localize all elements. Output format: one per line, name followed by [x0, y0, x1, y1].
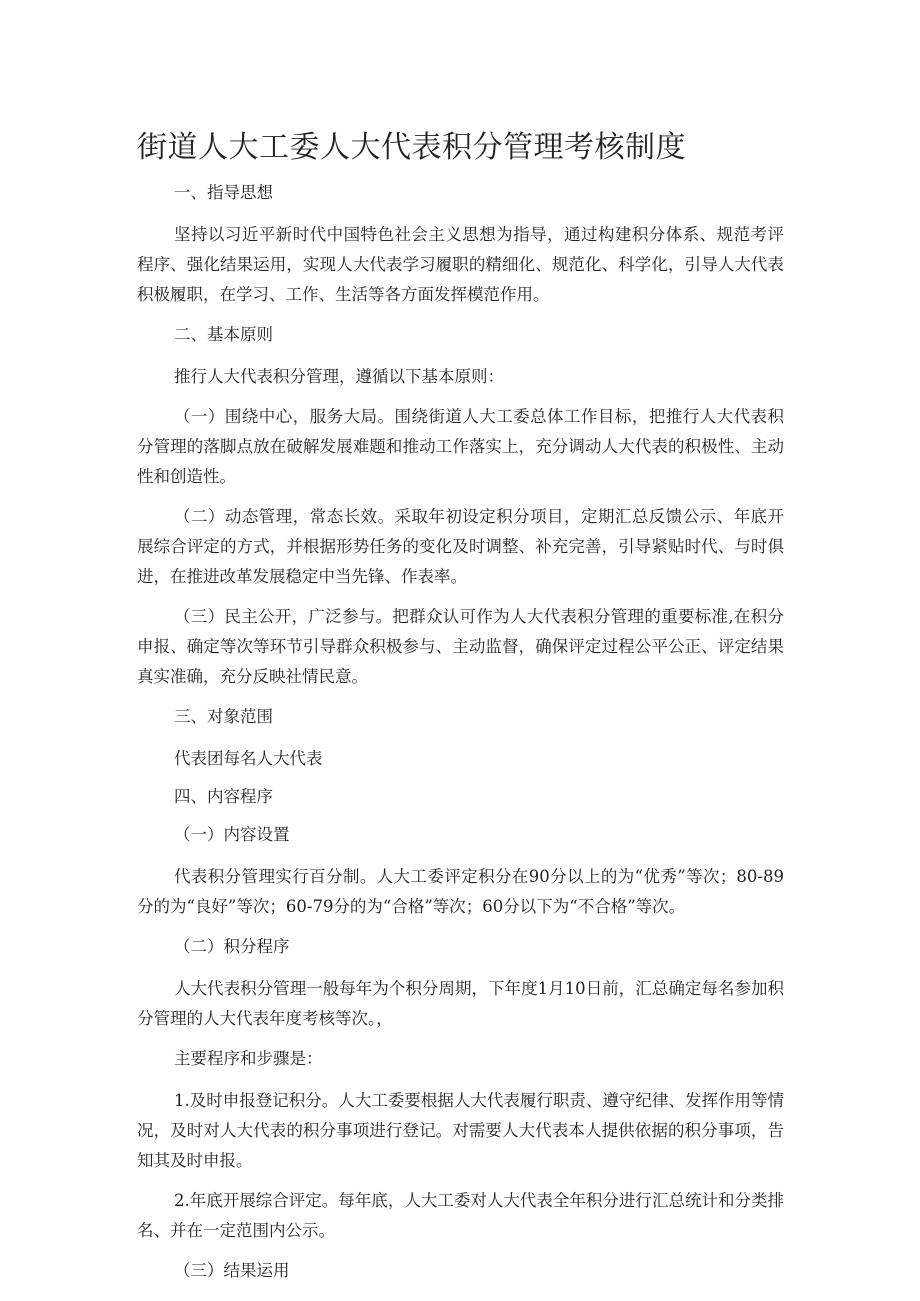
subheading-scoring-procedure: （二）积分程序 [174, 937, 290, 956]
paragraph-main-steps-intro: 主要程序和步骤是： [174, 1049, 323, 1068]
paragraph-step-2: 2.年底开展综合评定。每年底，人大工委对人大代表全年积分进行汇总统计和分类排名、并在一定范围内公示。 [137, 1191, 784, 1240]
paragraph-scoring-cycle: 人大代表积分管理一般每年为个积分周期，下年度1月10日前，汇总确定每名参加积分管理的人大代表年度考核等次。， [137, 979, 784, 1028]
document-body [137, 178, 784, 1298]
subheading-content-setting: （一）内容设置 [174, 825, 290, 844]
section-heading-basic-principles: 二、基本原则 [174, 325, 273, 344]
subheading-result-application: （三）结果运用 [174, 1261, 290, 1280]
paragraph-guiding-ideology: 坚持以习近平新时代中国特色社会主义思想为指导，通过构建积分体系、规范考评程序、强化结果运用，实现人大代表学习履职的精细化、规范化、科学化，引导人大代表积极履职，在学习、工作、生活等各方面发挥模范作用。 [137, 225, 784, 304]
paragraph-content-setting: 代表积分管理实行百分制。人大工委评定积分在90分以上的为“优秀”等次；80-89分的为“良好”等次；60-79分的为“合格”等次；60分以下为“不合格”等次。 [137, 867, 784, 916]
section-heading-scope: 三、对象范围 [174, 707, 273, 726]
section-heading-guiding-ideology: 一、指导思想 [174, 183, 273, 202]
paragraph-step-1: 1.及时申报登记积分。人大工委要根据人大代表履行职责、遵守纪律、发挥作用等情况，及时对人大代表的积分事项进行登记。对需要人大代表本人提供依据的积分事项，告知其及时申报。 [137, 1091, 784, 1170]
paragraph-principle-1: （一）围绕中心，服务大局。围绕街道人大工委总体工作目标，把推行人大代表积分管理的落脚点放在破解发展难题和推动工作落实上，充分调动人大代表的积极性、主动性和创造性。 [137, 407, 784, 486]
paragraph-scope: 代表团每名人大代表 [174, 749, 323, 768]
paragraph-principle-3: （三）民主公开，广泛参与。把群众认可作为人大代表积分管理的重要标准,在积分申报、确定等次等环节引导群众积极参与、主动监督，确保评定过程公平公正、评定结果真实准确，充分反映社情民意。 [137, 607, 784, 686]
document-title: 街道人大工委人大代表积分管理考核制度 [137, 130, 686, 165]
paragraph-principles-intro: 推行人大代表积分管理，遵循以下基本原则： [174, 367, 504, 386]
section-heading-content-procedure: 四、内容程序 [174, 787, 273, 806]
paragraph-principle-2: （二）动态管理，常态长效。采取年初设定积分项目，定期汇总反馈公示、年底开展综合评定的方式，并根据形势任务的变化及时调整、补充完善，引导紧贴时代、与时俱进，在推进改革发展稳定中当先锋、作表率。 [137, 507, 784, 586]
